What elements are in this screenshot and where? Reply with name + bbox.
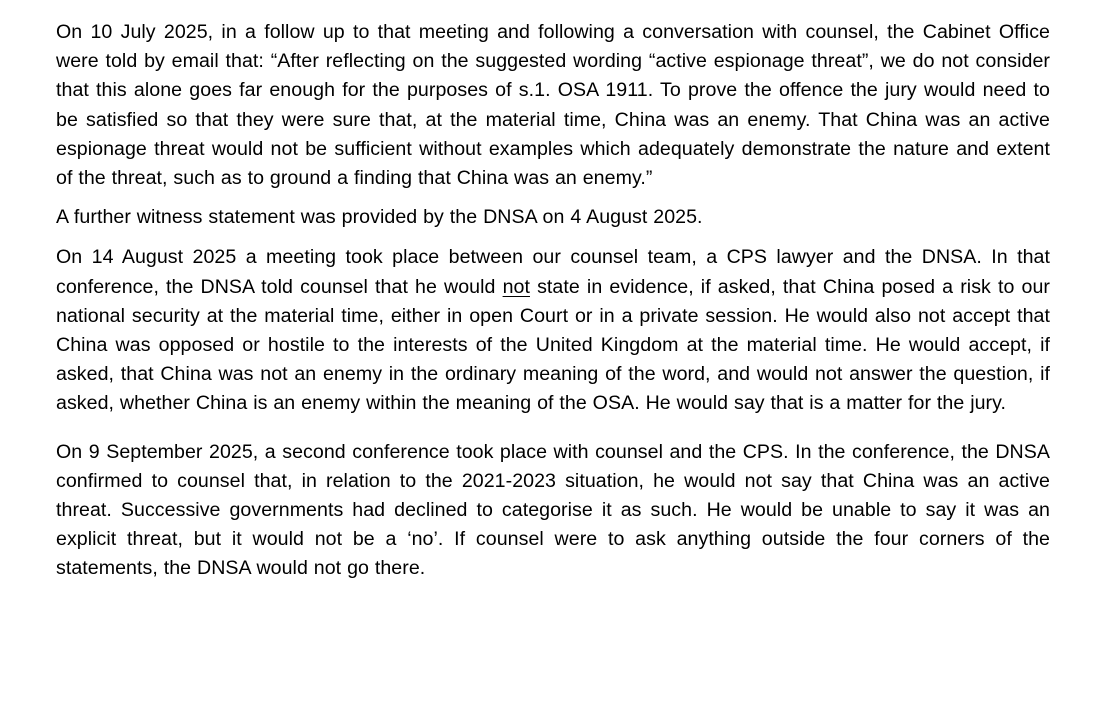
paragraph-september-conference: On 9 September 2025, a second conference took place with counsel and the CPS. In the conference, the DNSA confirmed to counsel that, in relation to the 2021-2023 situation, he would not say that China was an active threat. Successive governments had declined to categorise it as such. He would be unable to say it was an explicit threat, but it would not be a ‘no’. If counsel were to ask anything outside the four corners of the statements, the DNSA would not go there.: [56, 440, 1050, 580]
paragraph-august-meeting-text-after: state in evidence, if asked, that China posed a risk to our national security at the material time, either in open Court or in a private session. He would also not accept that China was opposed or hostile to the interests of the United Kingdom at the material time. He would accept, if asked, that China was not an enemy in the ordinary meaning of the word, and would not answer the question, if asked, whether China is an enemy within the meaning of the OSA. He would say that is a matter for the jury.: [56, 275, 1051, 415]
paragraph-july-email: On 10 July 2025, in a follow up to that meeting and following a conversation with counsel, the Cabinet Office were told by email that: “After reflecting on the suggested wording “active espionage threat”, we do not consider that this alone goes far enough for the purposes of s.1. OSA 1911. To prove the offence the jury would need to be satisfied so that they were sure that, at the material time, China was an enemy. That China was an active espionage threat would not be sufficient without examples which adequately demonstrate the nature and extent of the threat, such as to ground a finding that China was an enemy.”: [56, 21, 1050, 190]
paragraph-witness-statement: A further witness statement was provided by the DNSA on 4 August 2025.: [56, 206, 703, 229]
underlined-emphasis: not: [502, 275, 530, 298]
paragraph-august-meeting-text-before: On 14 August 2025 a meeting took place between our counsel team, a CPS lawyer and the DNSA. In that conference, the DNSA told counsel that he would: [56, 246, 1050, 298]
paragraph-august-meeting: [56, 243, 1050, 418]
document-page: [56, 18, 1050, 584]
